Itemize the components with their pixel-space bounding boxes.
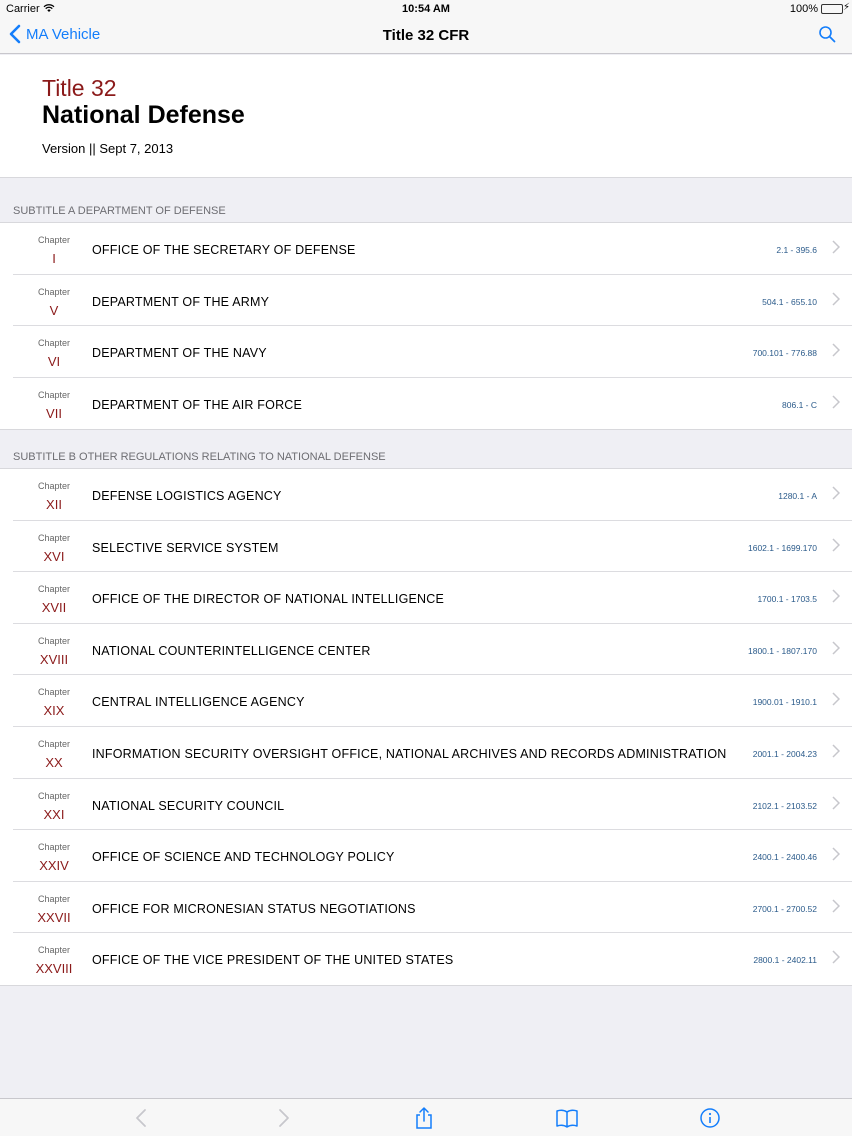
- chapter-number: XII: [46, 497, 62, 512]
- chapter-row[interactable]: [0, 624, 852, 676]
- chapter-row[interactable]: [0, 727, 852, 779]
- chapter-name: DEPARTMENT OF THE ARMY: [92, 294, 270, 309]
- chapter-range: 2700.1 - 2700.52: [752, 903, 817, 914]
- chapter-number: VI: [47, 354, 61, 370]
- chapter-range: 1602.1 - 1699.170: [747, 542, 817, 553]
- chapter-name: OFFICE OF SCIENCE AND TECHNOLOGY POLICY: [92, 850, 395, 865]
- chevron-right-icon: [832, 395, 840, 409]
- navigation-bar: [0, 18, 852, 54]
- chapter-row[interactable]: [0, 223, 852, 275]
- chapter-range: 1280.1 - A: [778, 491, 817, 501]
- chapter-number: XXIV: [39, 858, 69, 874]
- chapter-number: VII: [46, 405, 62, 421]
- chapter-number: XX: [45, 754, 63, 770]
- chapter-range: 1700.1 - 1703.5: [757, 594, 817, 605]
- chapter-label: Chapter: [37, 532, 71, 543]
- chapter-name: DEPARTMENT OF THE NAVY: [92, 346, 267, 361]
- chapter-row[interactable]: [0, 469, 852, 521]
- battery-icon: [821, 4, 843, 14]
- chevron-right-icon: [832, 240, 840, 254]
- chapter-label: Chapter: [37, 893, 71, 904]
- chevron-right-icon: [832, 899, 840, 913]
- chapter-row[interactable]: [0, 326, 852, 378]
- title-name: National Defense: [42, 101, 245, 129]
- search-icon[interactable]: [818, 25, 836, 43]
- chapter-row[interactable]: [0, 882, 852, 934]
- chapter-name: DEFENSE LOGISTICS AGENCY: [92, 489, 282, 503]
- chapter-row[interactable]: [0, 275, 852, 327]
- chapter-label: Chapter: [37, 687, 71, 698]
- chapter-row[interactable]: [0, 521, 852, 573]
- chapter-row[interactable]: [0, 675, 852, 727]
- bottom-toolbar: [0, 1098, 852, 1136]
- page-title: Title 32 CFR: [382, 27, 470, 44]
- chapter-label: Chapter: [37, 842, 71, 853]
- chapter-range: 2102.1 - 2103.52: [752, 800, 817, 811]
- chevron-right-icon: [832, 589, 840, 603]
- chapter-number: XXI: [43, 806, 65, 822]
- chapter-row[interactable]: [0, 779, 852, 831]
- chapter-row[interactable]: [0, 933, 852, 985]
- chapter-name: NATIONAL COUNTERINTELLIGENCE CENTER: [92, 643, 371, 658]
- chapter-name: NATIONAL SECURITY COUNCIL: [92, 798, 285, 813]
- battery-percent: 100%: [789, 3, 818, 15]
- title-number: Title 32: [42, 75, 117, 101]
- chapter-name: DEPARTMENT OF THE AIR FORCE: [92, 397, 303, 412]
- chapter-range: 2400.1 - 2400.46: [752, 852, 817, 863]
- chapter-name: SELECTIVE SERVICE SYSTEM: [92, 540, 279, 555]
- chevron-right-icon: [832, 343, 840, 357]
- chevron-right-icon: [832, 796, 840, 810]
- chapter-name: OFFICE OF THE VICE PRESIDENT OF THE UNITED STATES: [92, 953, 454, 968]
- chevron-right-icon: [832, 538, 840, 552]
- forward-arrow-icon[interactable]: [271, 1106, 295, 1130]
- clock: 10:54 AM: [402, 3, 450, 15]
- chevron-right-icon: [832, 486, 840, 500]
- chapter-number: V: [49, 302, 59, 318]
- chapter-label: Chapter: [37, 738, 71, 749]
- share-icon[interactable]: [412, 1106, 436, 1130]
- chapter-number: XVI: [43, 548, 65, 564]
- chapter-label: Chapter: [37, 790, 71, 801]
- chapter-label: Chapter: [37, 286, 71, 297]
- chapter-name: OFFICE OF THE SECRETARY OF DEFENSE: [92, 243, 356, 257]
- chevron-right-icon: [832, 292, 840, 306]
- chapter-list-subtitle-b: [0, 468, 852, 986]
- chapter-number: XVII: [41, 600, 67, 616]
- charging-icon: ⚡: [842, 2, 850, 13]
- section-header-subtitle-a: SUBTITLE A DEPARTMENT OF DEFENSE: [13, 205, 226, 217]
- chapter-number: XXVIII: [35, 961, 73, 977]
- chevron-right-icon: [832, 847, 840, 861]
- chapter-number: I: [52, 251, 56, 266]
- chapter-label: Chapter: [37, 481, 71, 491]
- chevron-right-icon: [832, 744, 840, 758]
- section-header-subtitle-b: SUBTITLE B OTHER REGULATIONS RELATING TO NATIONAL DEFENSE: [13, 451, 386, 463]
- chevron-right-icon: [832, 641, 840, 655]
- chapter-list-subtitle-a: [0, 222, 852, 430]
- back-button-label: MA Vehicle: [26, 25, 101, 43]
- info-icon[interactable]: [698, 1106, 722, 1130]
- chapter-range: 504.1 - 655.10: [762, 296, 817, 307]
- chapter-number: XIX: [43, 703, 65, 719]
- chapter-range: 700.101 - 776.88: [752, 348, 817, 359]
- chapter-range: 1800.1 - 1807.170: [747, 645, 817, 656]
- chapter-name: INFORMATION SECURITY OVERSIGHT OFFICE, NATIONAL ARCHIVES AND RECORDS ADMINISTRATION: [92, 746, 727, 761]
- chapter-row[interactable]: [0, 830, 852, 882]
- chevron-right-icon: [832, 692, 840, 706]
- chapter-range: 2001.1 - 2004.23: [752, 748, 817, 759]
- chapter-range: 2800.1 - 2402.11: [753, 955, 817, 966]
- chapter-label: Chapter: [37, 584, 71, 595]
- chapter-label: Chapter: [37, 389, 71, 400]
- back-arrow-icon[interactable]: [130, 1106, 154, 1130]
- chapter-row[interactable]: [0, 378, 852, 430]
- chapter-range: 1900.01 - 1910.1: [752, 697, 817, 708]
- chapter-row[interactable]: [0, 572, 852, 624]
- chapter-name: CENTRAL INTELLIGENCE AGENCY: [92, 695, 305, 710]
- chapter-label: Chapter: [37, 635, 71, 646]
- chapter-number: XVIII: [39, 651, 69, 667]
- chapter-name: OFFICE OF THE DIRECTOR OF NATIONAL INTELLIGENCE: [92, 592, 445, 607]
- chapter-number: XXVII: [37, 909, 71, 925]
- chapter-label: Chapter: [37, 235, 71, 245]
- version-label: Version || Sept 7, 2013: [42, 141, 174, 156]
- status-bar: [0, 0, 852, 18]
- chapter-range: 806.1 - C: [782, 399, 817, 410]
- chapter-range: 2.1 - 395.6: [776, 245, 817, 255]
- chapter-name: OFFICE FOR MICRONESIAN STATUS NEGOTIATIONS: [92, 901, 416, 916]
- chevron-right-icon: [832, 950, 840, 964]
- title-header: [0, 55, 852, 178]
- chapter-label: Chapter: [37, 945, 71, 956]
- bookmarks-icon[interactable]: [555, 1106, 579, 1130]
- carrier-label: Carrier: [6, 3, 40, 15]
- chapter-label: Chapter: [37, 338, 71, 349]
